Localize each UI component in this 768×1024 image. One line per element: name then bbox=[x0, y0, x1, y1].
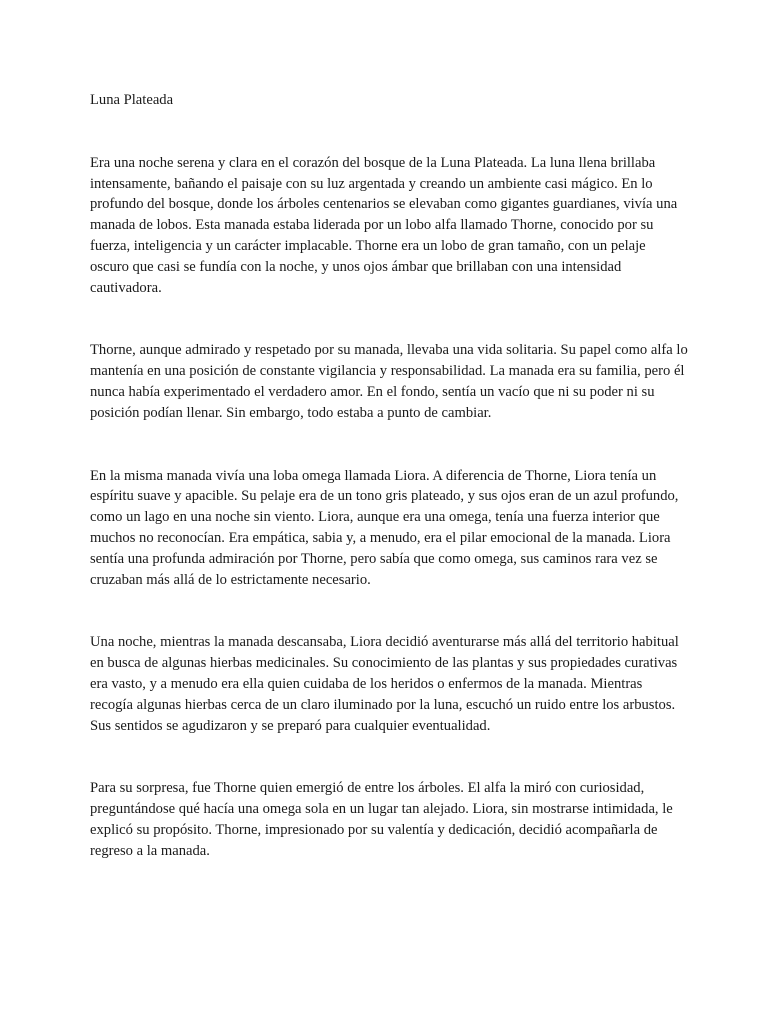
paragraph-1: Era una noche serena y clara en el corazón del bosque de la Luna Plateada. La luna llena brillaba intensamente, bañando el paisaje con su luz argentada y creando un ambiente casi mágico. En lo profundo del bosque, donde los árboles centenarios se elevaban como gigantes guardianes, vivía una manada de lobos. Esta manada estaba liderada por un lobo alfa llamado Thorne, conocido por su fuerza, inteligencia y un carácter implacable. Thorne era un lobo de gran tamaño, con un pelaje oscuro que casi se fundía con la noche, y unos ojos ámbar que brillaban con una intensidad cautivadora. bbox=[90, 154, 678, 296]
paragraph-4: Una noche, mientras la manada descansaba, Liora decidió aventurarse más allá del territorio habitual en busca de algunas hierbas medicinales. Su conocimiento de las plantas y sus propiedades curativas era vasto, y a menudo era ella quien cuidaba de los heridos o enfermos de la manada. Mientras recogía algunas hierbas cerca de un claro iluminado por la luna, escuchó un ruido entre los arbustos. Sus sentidos se agudizaron y se preparó para cualquier eventualidad. bbox=[90, 634, 679, 734]
paragraph-2: Thorne, aunque admirado y respetado por su manada, llevaba una vida solitaria. Su papel como alfa lo mantenía en una posición de constante vigilancia y responsabilidad. La manada era su familia, pero él nunca había experimentado el verdadero amor. En el fondo, sentía un vacío que ni su poder ni su posición podían llenar. Sin embargo, todo estaba a punto de cambiar. bbox=[90, 342, 688, 421]
paragraph-3: En la misma manada vivía una loba omega llamada Liora. A diferencia de Thorne, Liora tenía un espíritu suave y apacible. Su pelaje era de un tono gris plateado, y sus ojos eran de un azul profundo, como un lago en una noche sin viento. Liora, aunque era una omega, tenía una fuerza interior que muchos no reconocían. Era empática, sabia y, a menudo, era el pilar emocional de la manada. Liora sentía una profunda admiración por Thorne, pero sabía que como omega, sus caminos rara vez se cruzaban más allá de lo estrictamente necesario. bbox=[90, 467, 679, 588]
document-title: Luna Plateada bbox=[90, 92, 174, 108]
paragraph-5: Para su sorpresa, fue Thorne quien emergió de entre los árboles. El alfa la miró con curiosidad, preguntándose qué hacía una omega sola en un lugar tan alejado. Liora, sin mostrarse intimidada, le explicó su propósito. Thorne, impresionado por su valentía y dedicación, decidió acompañarla de regreso a la manada. bbox=[90, 780, 673, 859]
